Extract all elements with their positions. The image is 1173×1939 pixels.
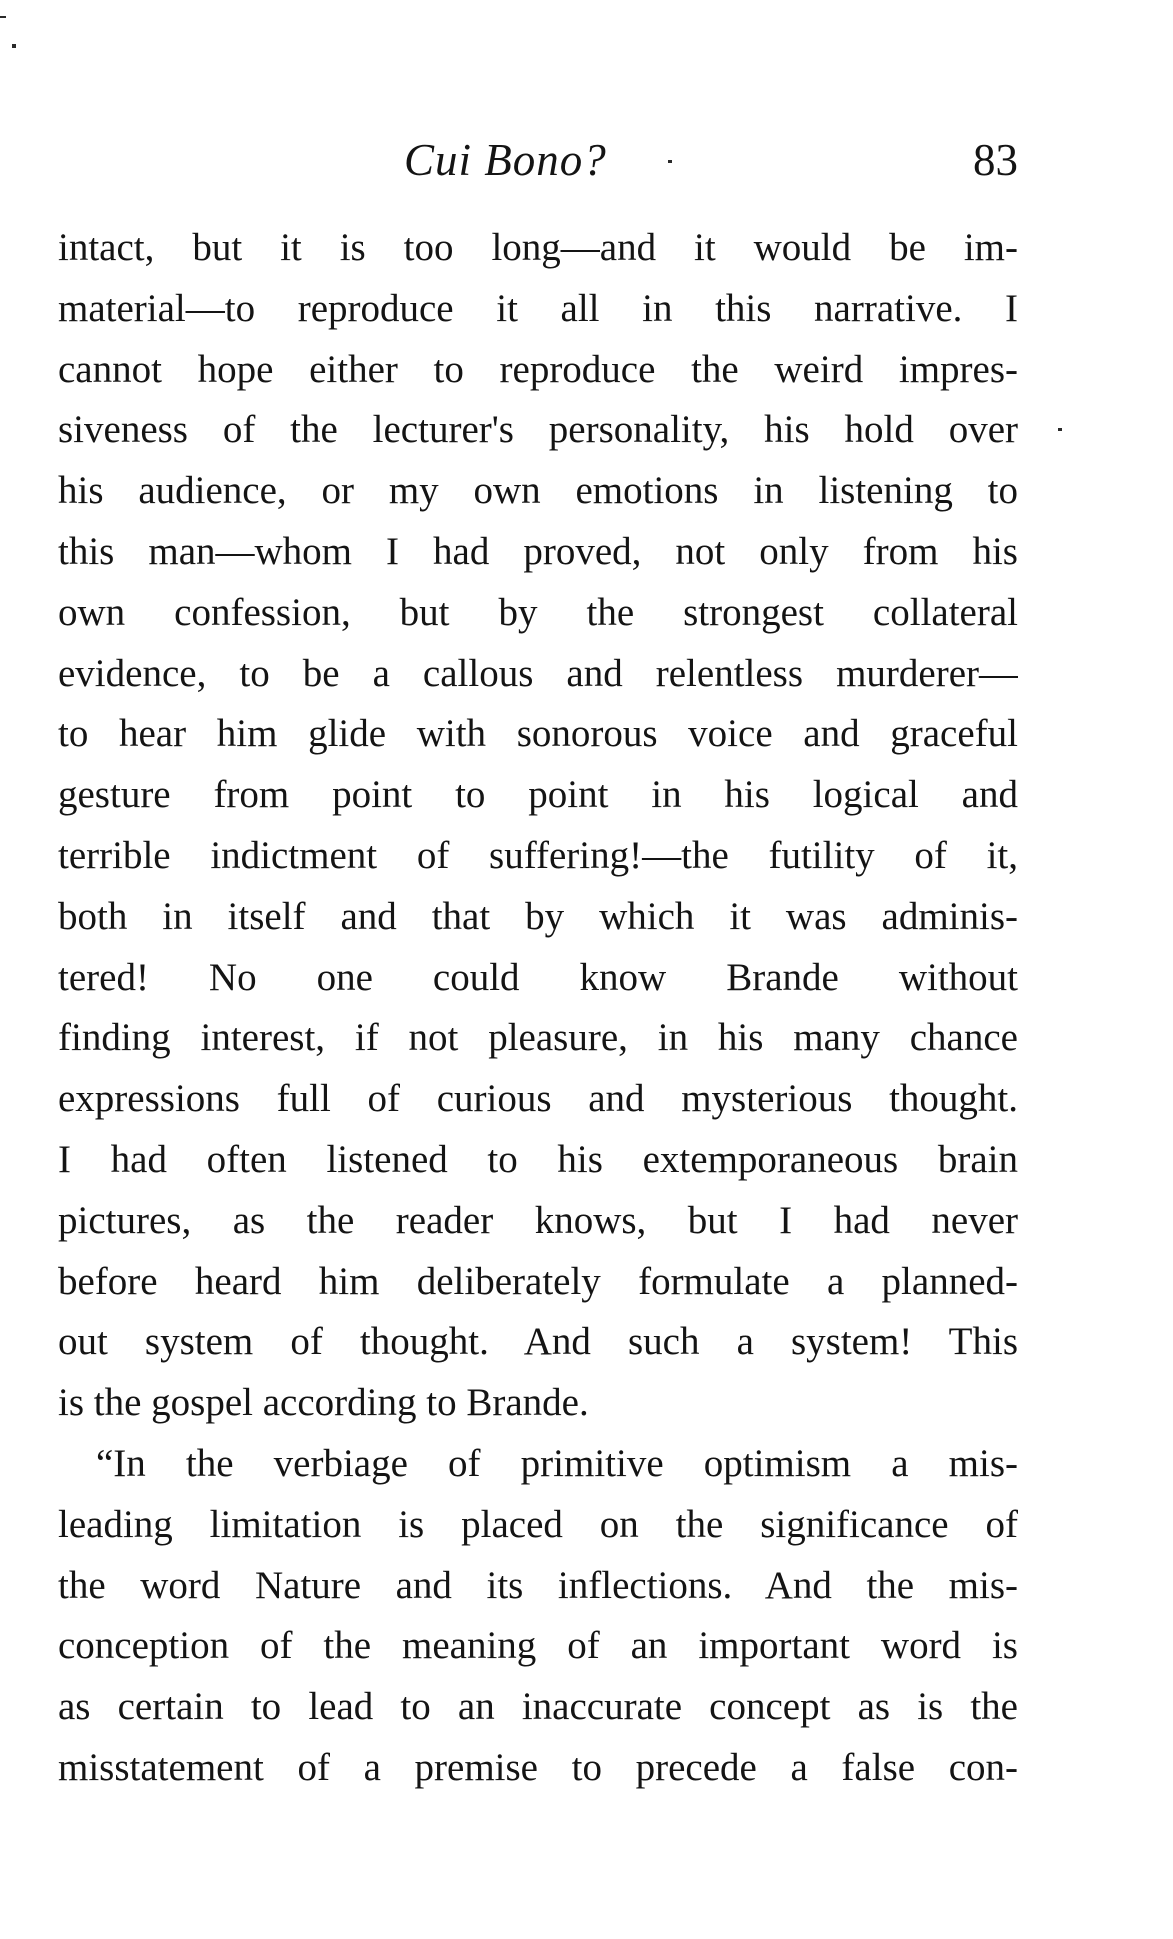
text-line: finding interest, if not pleasure, in his many chance [58, 1016, 1018, 1060]
text-line: out system of thought. And such a system! This [58, 1320, 1018, 1364]
page-number: 83 [973, 135, 1018, 185]
page-header [58, 134, 1018, 194]
text-line: terrible indictment of suffering!—the futility of it, [58, 833, 1018, 877]
text-line: both in itself and that by which it was adminis- [58, 894, 1018, 938]
text-line: conception of the meaning of an important word is [58, 1624, 1018, 1668]
text-line: as certain to lead to an inaccurate concept as is the [58, 1685, 1018, 1729]
running-title: Cui Bono? [404, 135, 607, 185]
text-line: leading limitation is placed on the significance of [58, 1502, 1018, 1546]
text-line-first: “In the verbiage of primitive optimism a mis- [96, 1441, 1018, 1485]
text-line: the word Nature and its inflections. And the mis- [58, 1563, 1018, 1607]
scan-mark-top-left-2 [12, 44, 16, 48]
text-line: intact, but it is too long—and it would be im- [58, 226, 1018, 269]
text-line: siveness of the lecturer's personality, his hold over [58, 408, 1018, 452]
text-line: expressions full of curious and mysterious thought. [58, 1077, 1018, 1121]
scan-mark-top-left [0, 16, 6, 18]
text-line: tered! No one could know Brande without [58, 955, 1018, 999]
text-line: material—to reproduce it all in this narrative. I [58, 286, 1018, 330]
text-line: to hear him glide with sonorous voice and graceful [58, 712, 1018, 756]
text-line: before heard him deliberately formulate a planned- [58, 1259, 1018, 1303]
text-line: evidence, to be a callous and relentless murderer— [58, 651, 1018, 695]
text-line: I had often listened to his extemporaneous brain [58, 1137, 1018, 1181]
text-line: this man—whom I had proved, not only from his [58, 529, 1018, 573]
scan-mark-margin [1058, 428, 1062, 431]
body-text [58, 218, 1018, 1799]
text-line: gesture from point to point in his logical and [58, 773, 1018, 817]
text-line: misstatement of a premise to precede a false con- [58, 1745, 1018, 1789]
text-line: his audience, or my own emotions in listening to [58, 469, 1018, 513]
text-line-last: is the gospel according to Brande. [58, 1381, 589, 1425]
text-line: pictures, as the reader knows, but I had never [58, 1198, 1018, 1242]
text-line: own confession, but by the strongest collateral [58, 590, 1018, 634]
text-line: cannot hope either to reproduce the weird impres- [58, 347, 1018, 391]
